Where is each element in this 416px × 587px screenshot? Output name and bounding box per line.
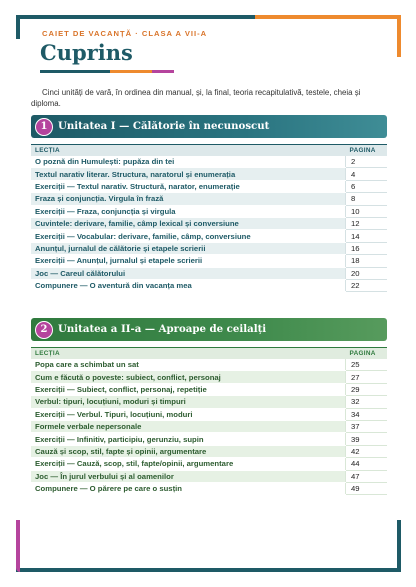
table-row [31,205,387,217]
lesson-title: Compunere — O aventură din vacanța mea [31,279,346,291]
table-row [31,168,387,180]
title-underline [40,70,174,73]
frame-top-accent [255,15,401,19]
lesson-title: Exerciții — Vocabular: derivare, familie, câmp, conversiune [31,230,346,242]
page-title: Cuprins [40,40,133,65]
lesson-title: Joc — În jurul verbului și al oamenilor [31,470,346,482]
unit-number-badge: 2 [35,321,53,339]
page-number: 4 [346,168,388,180]
column-header-page: PAGINA [346,145,388,157]
table-row [31,255,387,267]
page-number: 22 [346,279,388,291]
lesson-title: Exerciții — Fraza, conjuncția și virgula [31,205,346,217]
page-number: 6 [346,180,388,192]
frame-bottom-left-accent [16,520,20,572]
lesson-title: Exerciții — Infinitiv, participiu, gerunziu, supin [31,433,346,445]
lesson-title: Exerciții — Anunțul, jurnalul și etapele scrierii [31,255,346,267]
table-row [31,230,387,242]
page-number: 20 [346,267,388,279]
frame-bottom-border [16,568,401,572]
table-row [31,470,387,482]
table-row [31,156,387,168]
page-number: 14 [346,230,388,242]
table-row [31,445,387,457]
table-row [31,242,387,254]
page-number: 34 [346,408,388,420]
lesson-title: Joc — Careul călătorului [31,267,346,279]
table-row [31,482,387,494]
table-row [31,279,387,291]
table-row [31,433,387,445]
unit-title: Unitatea I — Călătorie în necunoscut [58,120,270,132]
table-row [31,180,387,192]
page-number: 18 [346,255,388,267]
table-row [31,267,387,279]
lesson-title: Exerciții — Subiect, conflict, personaj, repetiție [31,383,346,395]
table-header-row [31,348,387,360]
lesson-title: O poznă din Humulești: pupăza din tei [31,156,346,168]
frame-right-corner [397,15,401,57]
page-number: 37 [346,420,388,432]
lesson-title: Textul narativ literar. Structura, naratorul și enumerația [31,168,346,180]
page-number: 2 [346,156,388,168]
lesson-title: Compunere — O părere pe care o susțin [31,482,346,494]
lesson-title: Exerciții — Cauză, scop, stil, fapte/opinii, argumentare [31,458,346,470]
unit-banner-2 [31,318,387,341]
lesson-title: Popa care a schimbat un sat [31,359,346,371]
unit-banner-1 [31,115,387,138]
page-number: 49 [346,482,388,494]
frame-left-corner [16,15,20,39]
table-row [31,396,387,408]
frame-top-border [16,15,255,19]
page-number: 47 [346,470,388,482]
lesson-title: Formele verbale nepersonale [31,420,346,432]
lesson-title: Cum e făcută o poveste: subiect, conflict, personaj [31,371,346,383]
page-kicker: CAIET DE VACANȚĂ · CLASA A VII-A [42,29,208,38]
lesson-title: Verbul: tipuri, locuțiuni, moduri și timpuri [31,396,346,408]
table-row [31,420,387,432]
table-row [31,383,387,395]
page-number: 16 [346,242,388,254]
lesson-title: Exerciții — Textul narativ. Structură, narator, enumerație [31,180,346,192]
column-header-lesson: LECȚIA [31,348,346,360]
page-number: 8 [346,193,388,205]
page-number: 12 [346,217,388,229]
page-number: 10 [346,205,388,217]
intro-paragraph: Cinci unități de vară, în ordinea din manual, și, la final, teoria recapitulativă, testele, cheia și diploma. [31,88,361,108]
table-row [31,217,387,229]
page-number: 27 [346,371,388,383]
table-row [31,408,387,420]
unit-1-toc-table [31,144,387,292]
table-row [31,458,387,470]
lesson-title: Cauză și scop, stil, fapte și opinii, argumentare [31,445,346,457]
column-header-lesson: LECȚIA [31,145,346,157]
page-number: 29 [346,383,388,395]
unit-number-badge: 1 [35,118,53,136]
lesson-title: Fraza și conjuncția. Virgula în frază [31,193,346,205]
page-number: 25 [346,359,388,371]
page-number: 42 [346,445,388,457]
page-number: 39 [346,433,388,445]
page-number: 32 [346,396,388,408]
lesson-title: Anunțul, jurnalul de călătorie și etapele scrierii [31,242,346,254]
table-row [31,371,387,383]
lesson-title: Cuvintele: derivare, familie, câmp lexical și conversiune [31,217,346,229]
table-header-row [31,145,387,157]
unit-title: Unitatea a II-a — Aproape de ceilalți [58,323,267,335]
table-row [31,193,387,205]
table-row [31,359,387,371]
frame-bottom-right-corner [397,520,401,572]
page-number: 44 [346,458,388,470]
lesson-title: Exerciții — Verbul. Tipuri, locuțiuni, moduri [31,408,346,420]
unit-2-toc-table [31,347,387,495]
column-header-page: PAGINA [346,348,388,360]
